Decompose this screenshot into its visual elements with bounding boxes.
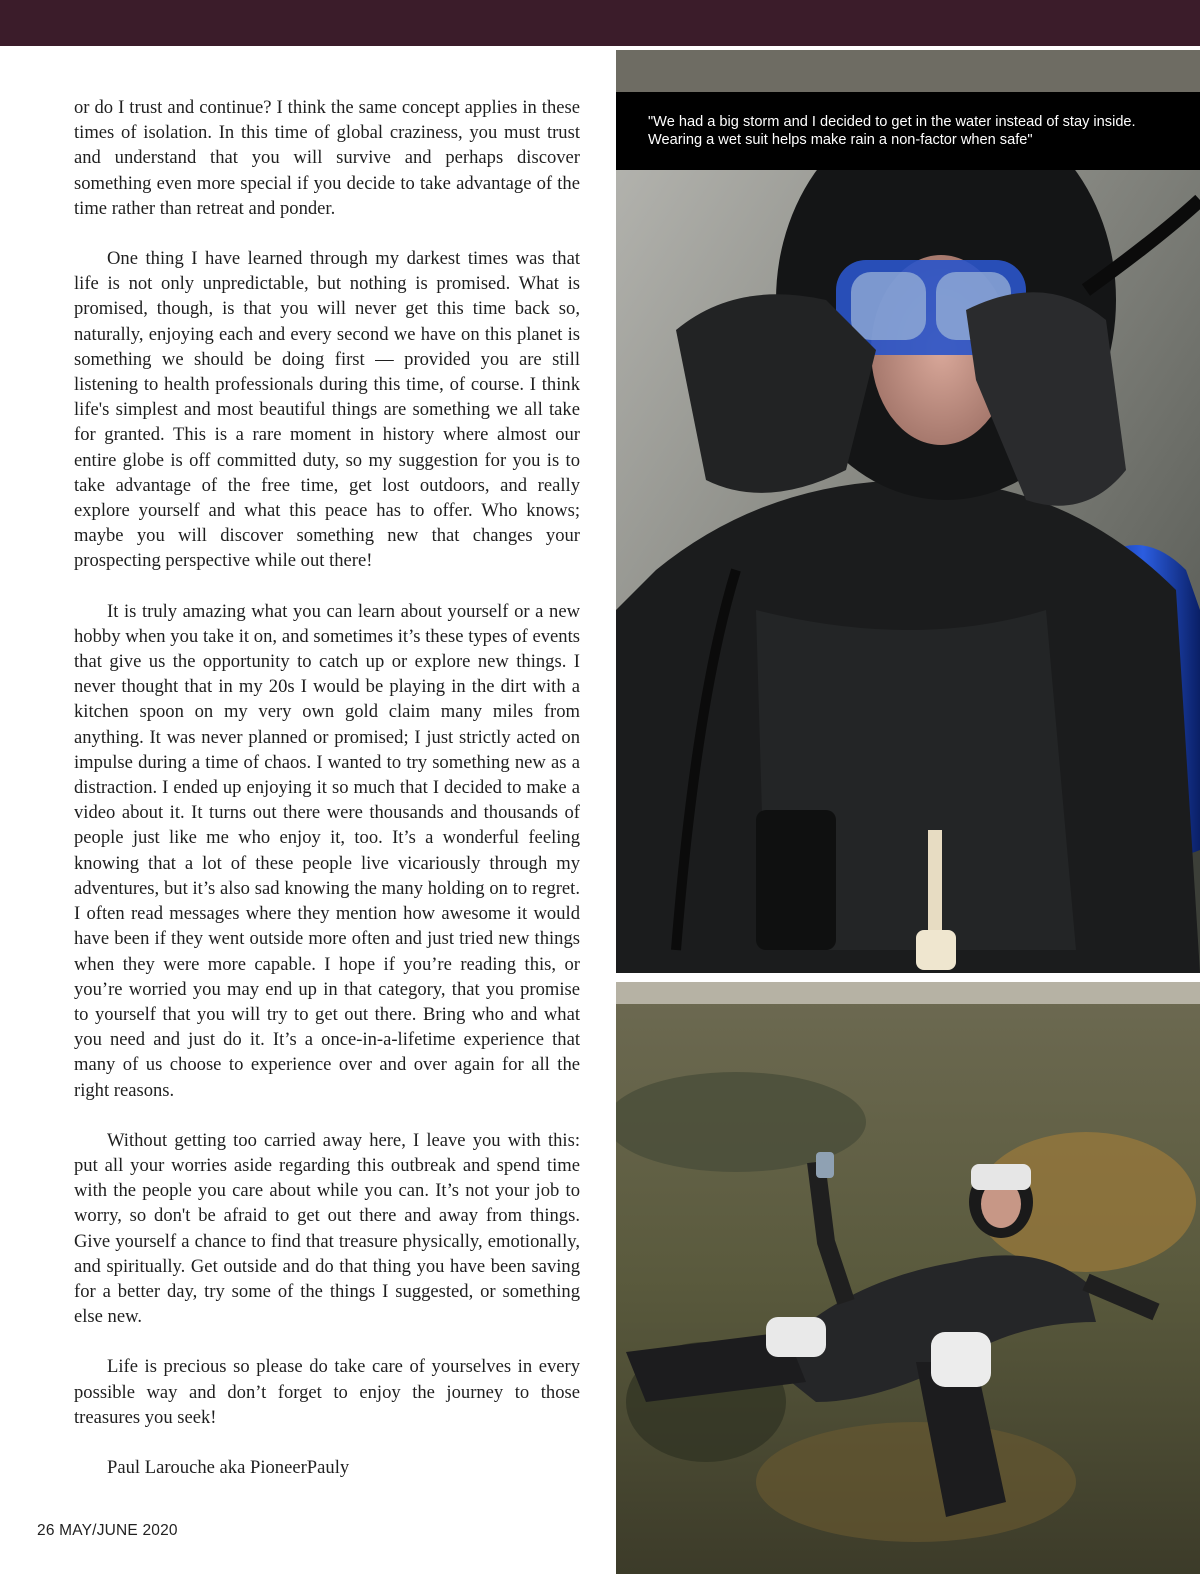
photo-caption: "We had a big storm and I decided to get in the water instead of stay inside. Wearing a wet suit helps make rain a non-factor when safe" [616, 92, 1200, 170]
article-paragraph: It is truly amazing what you can learn about yourself or a new hobby when you take it on, and sometimes it’s these types of events that give us the opportunity to catch up or explore new things. I never thought that in my 20s I would be playing in the dirt with a kitchen spoon on my very own gold claim many miles from anything. It was never planned or promised; I just strictly acted on impulse during a time of chaos. I wanted to try something new as a distraction. I ended up enjoying it so much that I decided to make a video about it. It turns out there were thousands and thousands of people just like me who enjoy it, too. It’s a wonderful feeling knowing that a lot of these people live vicariously through my adventures, but it’s also sad knowing the many holding on to regret. I often read messages where they mention how awesome it would have been if they went outside more often and just tried new things when they were more capable. I hope if you’re reading this, or you’re worried you may end up in that category, that you promise to yourself that you will try to get out there. Bring who and what you need and just do it. It’s a once-in-a-lifetime experience that many of us choose to experience over and over again for all the right reasons. [74, 600, 580, 1101]
article-paragraph: Without getting too carried away here, I leave you with this: put all your worries aside regarding this outbreak and spend time with the people you care about while you can. It’s not your job to worry, so don't be afraid to get out there and away from things. Give yourself a chance to find that treasure physically, emotionally, and spiritually. Get outside and do that thing you have been saving for a better day, try some of the things I suggested, or something else new. [74, 1129, 580, 1328]
article-paragraph: One thing I have learned through my darkest times was that life is not only unpredictable, but nothing is promised. What is promised, though, is that you will never get this time back so, naturally, enjoying each and every second we have on this planet is something we should be doing first — provided you are still listening to health professionals during this time, of course. I think life's simplest and most beautiful things are something we all take for granted. This is a rare moment in history where almost our entire globe is off committed duty, so my suggestion for you is to take advantage of the free time, get lost outdoors, and really explore yourself and what this peace has to offer. Who knows; maybe you will discover something new that changes your prospecting perspective while out there! [74, 248, 580, 572]
diver-portrait-photo [616, 50, 1200, 973]
page-footer: 26 MAY/JUNE 2020 [37, 1522, 178, 1539]
article-paragraph: Life is precious so please do take care of yourselves in every possible way and don’t forget to enjoy the journey to those treasures you seek! [74, 1356, 580, 1428]
article-paragraph: or do I trust and continue? I think the same concept applies in these times of isolation. In this time of global craziness, you must trust and understand that you will survive and perhaps discover something even more special if you decide to take advantage of the time rather than retreat and ponder. [74, 97, 580, 219]
author-signature: Paul Larouche aka PioneerPauly [107, 1456, 350, 1478]
river-floating-photo [616, 982, 1200, 1574]
top-banner-bar [0, 0, 1200, 46]
article-column [74, 95, 580, 1505]
